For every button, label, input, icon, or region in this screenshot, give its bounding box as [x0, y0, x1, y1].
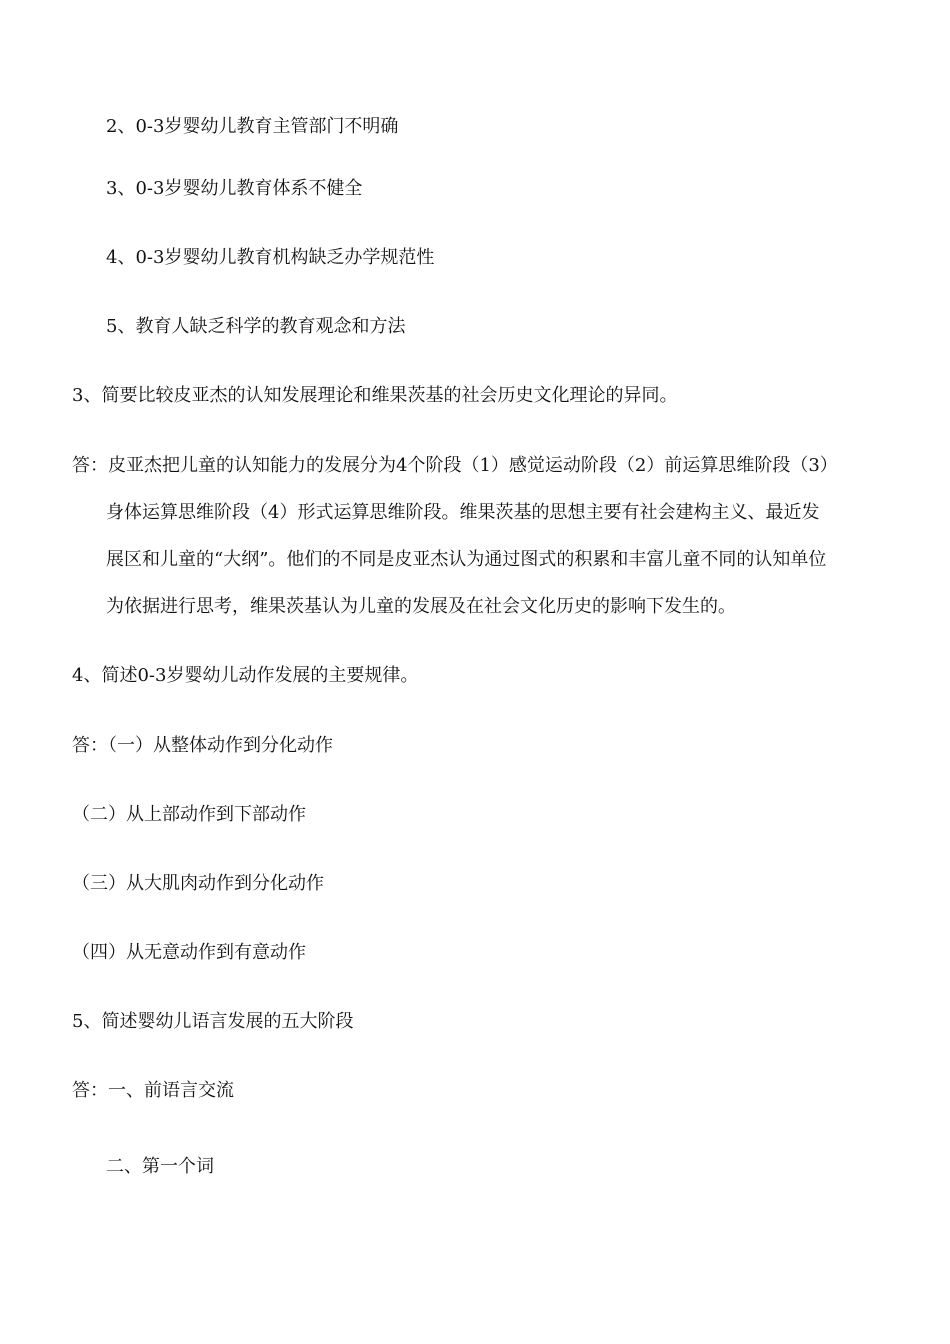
answer-line: （二）从上部动作到下部动作 — [72, 804, 306, 825]
answer-paragraph-line: 答：皮亚杰把儿童的认知能力的发展分为4个阶段（1）感觉运动阶段（2）前运算思维阶段（3） — [72, 455, 838, 476]
answer-line: 二、第一个词 — [106, 1156, 214, 1177]
list-item: 3、0-3岁婴幼儿教育体系不健全 — [106, 178, 363, 199]
list-item: 5、教育人缺乏科学的教育观念和方法 — [106, 316, 406, 337]
answer-paragraph-line: 展区和儿童的“大纲”。他们的不同是皮亚杰认为通过图式的积累和丰富儿童不同的认知单位 — [106, 549, 827, 570]
question-heading: 3、简要比较皮亚杰的认知发展理论和维果茨基的社会历史文化理论的异同。 — [72, 385, 678, 406]
answer-line: （三）从大肌肉动作到分化动作 — [72, 873, 324, 894]
list-item: 4、0-3岁婴幼儿教育机构缺乏办学规范性 — [106, 247, 435, 268]
answer-line: 答：一、前语言交流 — [72, 1080, 234, 1101]
question-heading: 5、简述婴幼儿语言发展的五大阶段 — [72, 1011, 354, 1032]
answer-line: （四）从无意动作到有意动作 — [72, 942, 306, 963]
answer-paragraph-line: 身体运算思维阶段（4）形式运算思维阶段。维果茨基的思想主要有社会建构主义、最近发 — [106, 502, 820, 523]
answer-paragraph-line: 为依据进行思考，维果茨基认为儿童的发展及在社会文化历史的影响下发生的。 — [106, 596, 736, 617]
question-heading: 4、简述0-3岁婴幼儿动作发展的主要规律。 — [72, 665, 419, 686]
list-item: 2、0-3岁婴幼儿教育主管部门不明确 — [106, 116, 399, 137]
answer-line: 答：（一）从整体动作到分化动作 — [72, 735, 333, 756]
